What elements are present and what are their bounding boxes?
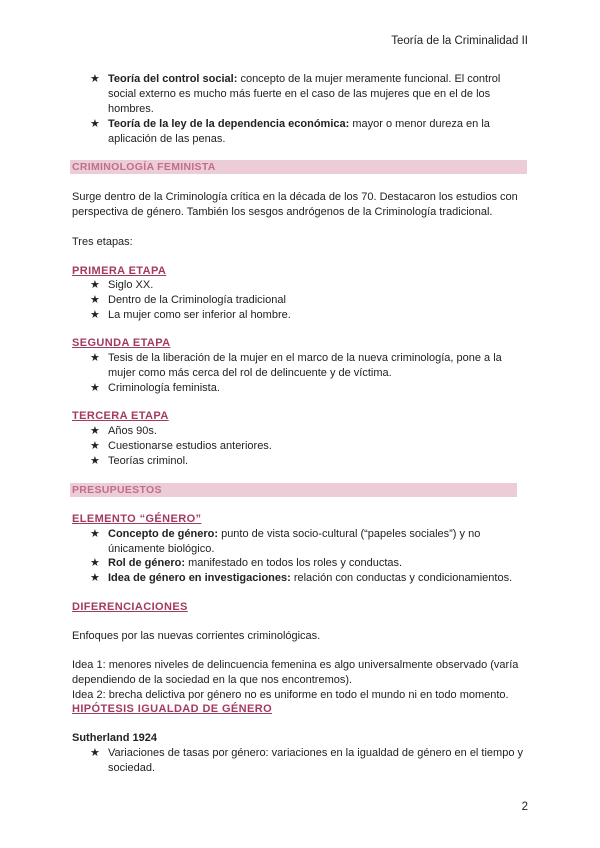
bullet-text: Dentro de la Criminología tradicional (108, 294, 286, 306)
subheading-hipotesis: HIPÓTESIS IGUALDAD DE GÉNERO (72, 703, 273, 715)
star-icon: ★ (90, 352, 100, 364)
list-item (90, 117, 530, 147)
document-header-title: Teoría de la Criminalidad II (391, 35, 528, 47)
list-item (90, 439, 530, 454)
subheading-diferenciaciones: DIFERENCIACIONES (72, 601, 188, 613)
subheading-segunda-etapa: SEGUNDA ETAPA (72, 337, 171, 349)
paragraph-sutherland: Sutherland 1924 (72, 732, 157, 744)
paragraph-enfoques: Enfoques por las nuevas corrientes criminológicas. (72, 630, 321, 642)
star-icon: ★ (90, 528, 100, 540)
list-item (90, 571, 530, 586)
bullet-text: Teorías criminol. (108, 455, 189, 467)
bullet-term: Teoría de la ley de la dependencia económica: (108, 118, 350, 130)
star-icon: ★ (90, 440, 100, 452)
subheading-tercera-etapa: TERCERA ETAPA (72, 410, 169, 422)
list-item (90, 308, 530, 323)
star-icon: ★ (90, 294, 100, 306)
star-icon: ★ (90, 382, 100, 394)
paragraph-idea-1: Idea 1: menores niveles de delincuencia femenina es algo universalmente observado (varía dependiendo de la sociedad en la que nos encontremos). (72, 659, 519, 686)
bullet-term: Concepto de género: (108, 528, 219, 540)
star-icon: ★ (90, 455, 100, 467)
star-icon: ★ (90, 309, 100, 321)
bullet-text: Años 90s. (108, 425, 157, 437)
bullet-text: concepto de la mujer meramente funcional. El control social externo es mucho más fuerte en el caso de las mujeres que en el de los hombres. (108, 73, 501, 115)
paragraph-tres-etapas: Tres etapas: (72, 236, 133, 248)
subheading-primera-etapa: PRIMERA ETAPA (72, 265, 167, 277)
bullet-text: punto de vista socio-cultural (“papeles sociales”) y no únicamente biológico. (108, 528, 481, 555)
section-heading-presupuestos: PRESUPUESTOS (70, 483, 517, 497)
list-item (90, 293, 530, 308)
star-icon: ★ (90, 425, 100, 437)
star-icon: ★ (90, 118, 100, 130)
star-icon: ★ (90, 557, 100, 569)
bullet-text: La mujer como ser inferior al hombre. (108, 309, 291, 321)
list-item (90, 278, 530, 293)
star-icon: ★ (90, 279, 100, 291)
list-item (90, 72, 530, 117)
star-icon: ★ (90, 73, 100, 85)
list-item (90, 454, 530, 469)
star-icon: ★ (90, 572, 100, 584)
bullet-text: manifestado en todos los roles y conductas. (185, 557, 403, 569)
subheading-elemento-genero: ELEMENTO “GÉNERO” (72, 513, 202, 525)
list-item (90, 746, 530, 776)
bullet-text: Cuestionarse estudios anteriores. (108, 440, 272, 452)
bullet-term: Rol de género: (108, 557, 186, 569)
paragraph-intro: Surge dentro de la Criminología crítica en la década de los 70. Destacaron los estudios con perspectiva de género. También los sesgos andrógenos de la Criminología tradicional. (72, 191, 518, 218)
bullet-text: mayor o menor dureza en la aplicación de las penas. (108, 118, 490, 145)
list-item (90, 351, 530, 381)
star-icon: ★ (90, 747, 100, 759)
list-item (90, 381, 530, 396)
paragraph-idea-2: Idea 2: brecha delictiva por género no es uniforme en todo el mundo ni en todo momento. (72, 689, 509, 701)
bullet-term: Idea de género en investigaciones: (108, 572, 291, 584)
bullet-text: Criminología feminista. (108, 382, 220, 394)
page-number: 2 (521, 801, 528, 813)
list-item (90, 527, 530, 557)
section-heading-feminista: CRIMINOLOGÍA FEMINISTA (70, 160, 527, 174)
bullet-text: Variaciones de tasas por género: variaciones en la igualdad de género en el tiempo y sociedad. (108, 747, 524, 774)
bullet-term: Teoría del control social: (108, 73, 238, 85)
list-item (90, 556, 530, 571)
bullet-text: Tesis de la liberación de la mujer en el marco de la nueva criminología, pone a la mujer como más cerca del rol de delincuente y de víctima. (108, 352, 502, 379)
bullet-text: relación con conductas y condicionamientos. (290, 572, 513, 584)
bullet-text: Siglo XX. (108, 279, 154, 291)
list-item (90, 424, 530, 439)
